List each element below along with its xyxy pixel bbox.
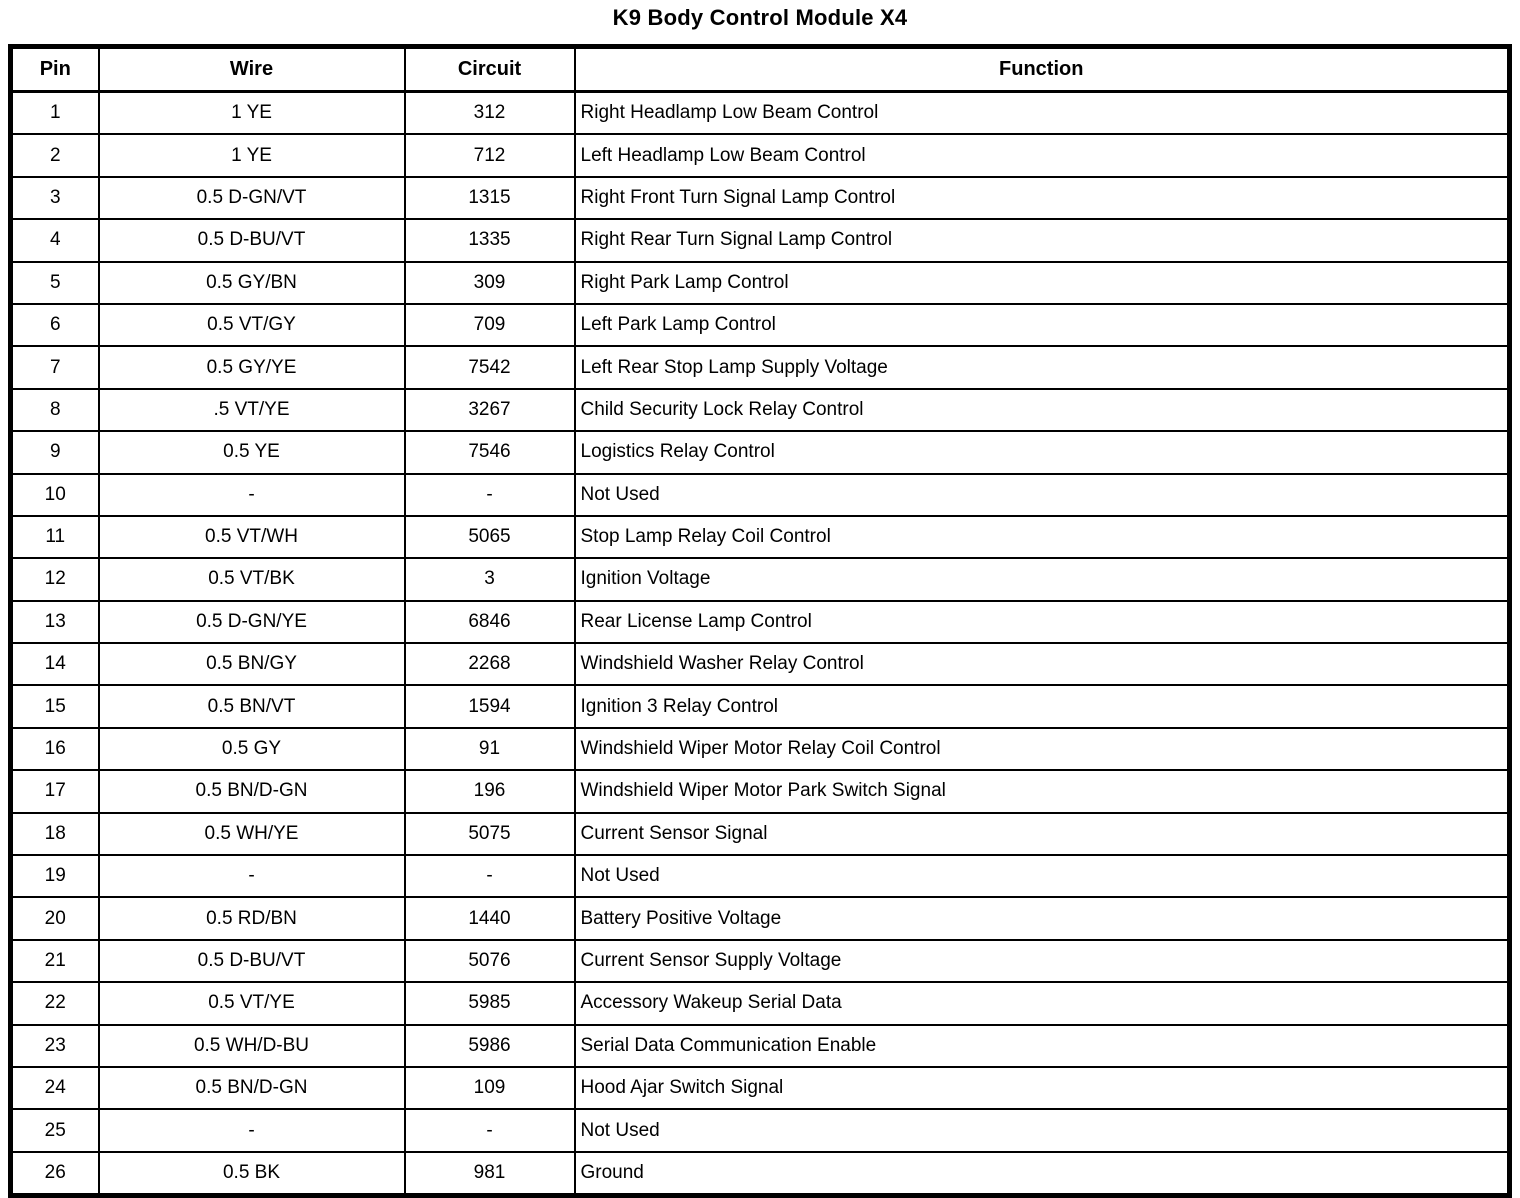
circuit-cell: - — [405, 474, 575, 516]
table-row — [11, 982, 1510, 1024]
wire-cell: .5 VT/YE — [99, 389, 405, 431]
table-row — [11, 770, 1510, 812]
table-header-row — [11, 47, 1510, 92]
pin-cell: 15 — [11, 685, 99, 727]
function-cell: Current Sensor Supply Voltage — [575, 940, 1510, 982]
function-cell: Ignition 3 Relay Control — [575, 685, 1510, 727]
table-row — [11, 1109, 1510, 1151]
function-cell: Hood Ajar Switch Signal — [575, 1067, 1510, 1109]
circuit-cell: 91 — [405, 728, 575, 770]
table-row — [11, 601, 1510, 643]
function-cell: Left Park Lamp Control — [575, 304, 1510, 346]
function-cell: Windshield Washer Relay Control — [575, 643, 1510, 685]
pin-cell: 21 — [11, 940, 99, 982]
wire-cell: 0.5 D-GN/YE — [99, 601, 405, 643]
wire-cell: 0.5 WH/YE — [99, 813, 405, 855]
header-function: Function — [575, 47, 1510, 92]
wire-cell: 0.5 VT/WH — [99, 516, 405, 558]
circuit-cell: 5075 — [405, 813, 575, 855]
table-row — [11, 262, 1510, 304]
wire-cell: 0.5 BK — [99, 1152, 405, 1196]
circuit-cell: 5986 — [405, 1025, 575, 1067]
header-wire: Wire — [99, 47, 405, 92]
table-row — [11, 219, 1510, 261]
wire-cell: 0.5 GY — [99, 728, 405, 770]
wire-cell: 0.5 RD/BN — [99, 897, 405, 939]
circuit-cell: 7546 — [405, 431, 575, 473]
circuit-cell: 3267 — [405, 389, 575, 431]
circuit-cell: 5065 — [405, 516, 575, 558]
function-cell: Right Front Turn Signal Lamp Control — [575, 177, 1510, 219]
circuit-cell: 2268 — [405, 643, 575, 685]
circuit-cell: - — [405, 1109, 575, 1151]
function-cell: Stop Lamp Relay Coil Control — [575, 516, 1510, 558]
table-row — [11, 855, 1510, 897]
wire-cell: 0.5 GY/YE — [99, 346, 405, 388]
wire-cell: 0.5 D-BU/VT — [99, 219, 405, 261]
pin-cell: 3 — [11, 177, 99, 219]
wire-cell: 0.5 D-BU/VT — [99, 940, 405, 982]
circuit-cell: 3 — [405, 558, 575, 600]
table-row — [11, 897, 1510, 939]
wire-cell: - — [99, 855, 405, 897]
table-row — [11, 431, 1510, 473]
pin-cell: 24 — [11, 1067, 99, 1109]
pin-cell: 10 — [11, 474, 99, 516]
pin-cell: 8 — [11, 389, 99, 431]
table-row — [11, 346, 1510, 388]
function-cell: Not Used — [575, 855, 1510, 897]
function-cell: Not Used — [575, 1109, 1510, 1151]
circuit-cell: 1315 — [405, 177, 575, 219]
wire-cell: 0.5 BN/GY — [99, 643, 405, 685]
function-cell: Accessory Wakeup Serial Data — [575, 982, 1510, 1024]
pin-cell: 23 — [11, 1025, 99, 1067]
pin-cell: 1 — [11, 92, 99, 135]
function-cell: Left Rear Stop Lamp Supply Voltage — [575, 346, 1510, 388]
wire-cell: 1 YE — [99, 134, 405, 176]
pin-cell: 17 — [11, 770, 99, 812]
function-cell: Right Rear Turn Signal Lamp Control — [575, 219, 1510, 261]
circuit-cell: 709 — [405, 304, 575, 346]
circuit-cell: 712 — [405, 134, 575, 176]
header-circuit: Circuit — [405, 47, 575, 92]
function-cell: Current Sensor Signal — [575, 813, 1510, 855]
wire-cell: - — [99, 1109, 405, 1151]
circuit-cell: 5076 — [405, 940, 575, 982]
pin-cell: 25 — [11, 1109, 99, 1151]
pin-cell: 14 — [11, 643, 99, 685]
table-row — [11, 92, 1510, 135]
pin-cell: 4 — [11, 219, 99, 261]
wire-cell: 0.5 WH/D-BU — [99, 1025, 405, 1067]
wire-cell: 0.5 BN/D-GN — [99, 770, 405, 812]
table-row — [11, 813, 1510, 855]
pin-cell: 13 — [11, 601, 99, 643]
wire-cell: 0.5 VT/GY — [99, 304, 405, 346]
function-cell: Windshield Wiper Motor Relay Coil Control — [575, 728, 1510, 770]
function-cell: Left Headlamp Low Beam Control — [575, 134, 1510, 176]
pin-cell: 12 — [11, 558, 99, 600]
circuit-cell: 7542 — [405, 346, 575, 388]
table-row — [11, 474, 1510, 516]
table-row — [11, 685, 1510, 727]
table-row — [11, 134, 1510, 176]
function-cell: Battery Positive Voltage — [575, 897, 1510, 939]
circuit-cell: 109 — [405, 1067, 575, 1109]
table-row — [11, 516, 1510, 558]
function-cell: Windshield Wiper Motor Park Switch Signal — [575, 770, 1510, 812]
circuit-cell: 6846 — [405, 601, 575, 643]
wire-cell: 0.5 VT/BK — [99, 558, 405, 600]
pin-cell: 11 — [11, 516, 99, 558]
table-row — [11, 1067, 1510, 1109]
table-body — [11, 92, 1510, 1196]
table-row — [11, 728, 1510, 770]
pin-cell: 5 — [11, 262, 99, 304]
circuit-cell: 5985 — [405, 982, 575, 1024]
table-row — [11, 177, 1510, 219]
table-row — [11, 389, 1510, 431]
pin-cell: 9 — [11, 431, 99, 473]
pin-cell: 2 — [11, 134, 99, 176]
pin-cell: 6 — [11, 304, 99, 346]
pin-cell: 16 — [11, 728, 99, 770]
function-cell: Ground — [575, 1152, 1510, 1196]
table-row — [11, 304, 1510, 346]
circuit-cell: 312 — [405, 92, 575, 135]
pin-cell: 18 — [11, 813, 99, 855]
function-cell: Right Headlamp Low Beam Control — [575, 92, 1510, 135]
wire-cell: 0.5 YE — [99, 431, 405, 473]
wire-cell: 1 YE — [99, 92, 405, 135]
function-cell: Child Security Lock Relay Control — [575, 389, 1510, 431]
wire-cell: 0.5 BN/D-GN — [99, 1067, 405, 1109]
function-cell: Ignition Voltage — [575, 558, 1510, 600]
circuit-cell: 1335 — [405, 219, 575, 261]
function-cell: Not Used — [575, 474, 1510, 516]
wire-cell: - — [99, 474, 405, 516]
function-cell: Rear License Lamp Control — [575, 601, 1510, 643]
circuit-cell: 1440 — [405, 897, 575, 939]
wire-cell: 0.5 D-GN/VT — [99, 177, 405, 219]
pin-cell: 19 — [11, 855, 99, 897]
pin-cell: 26 — [11, 1152, 99, 1196]
table-row — [11, 558, 1510, 600]
circuit-cell: 196 — [405, 770, 575, 812]
function-cell: Right Park Lamp Control — [575, 262, 1510, 304]
table-row — [11, 940, 1510, 982]
table-row — [11, 643, 1510, 685]
wire-cell: 0.5 BN/VT — [99, 685, 405, 727]
circuit-cell: 981 — [405, 1152, 575, 1196]
pin-cell: 7 — [11, 346, 99, 388]
pin-cell: 20 — [11, 897, 99, 939]
function-cell: Serial Data Communication Enable — [575, 1025, 1510, 1067]
table-row — [11, 1025, 1510, 1067]
wire-cell: 0.5 VT/YE — [99, 982, 405, 1024]
pin-cell: 22 — [11, 982, 99, 1024]
wire-cell: 0.5 GY/BN — [99, 262, 405, 304]
circuit-cell: - — [405, 855, 575, 897]
pinout-table — [8, 44, 1512, 1198]
circuit-cell: 1594 — [405, 685, 575, 727]
header-pin: Pin — [11, 47, 99, 92]
page-title: K9 Body Control Module X4 — [612, 5, 908, 30]
circuit-cell: 309 — [405, 262, 575, 304]
function-cell: Logistics Relay Control — [575, 431, 1510, 473]
table-row — [11, 1152, 1510, 1196]
